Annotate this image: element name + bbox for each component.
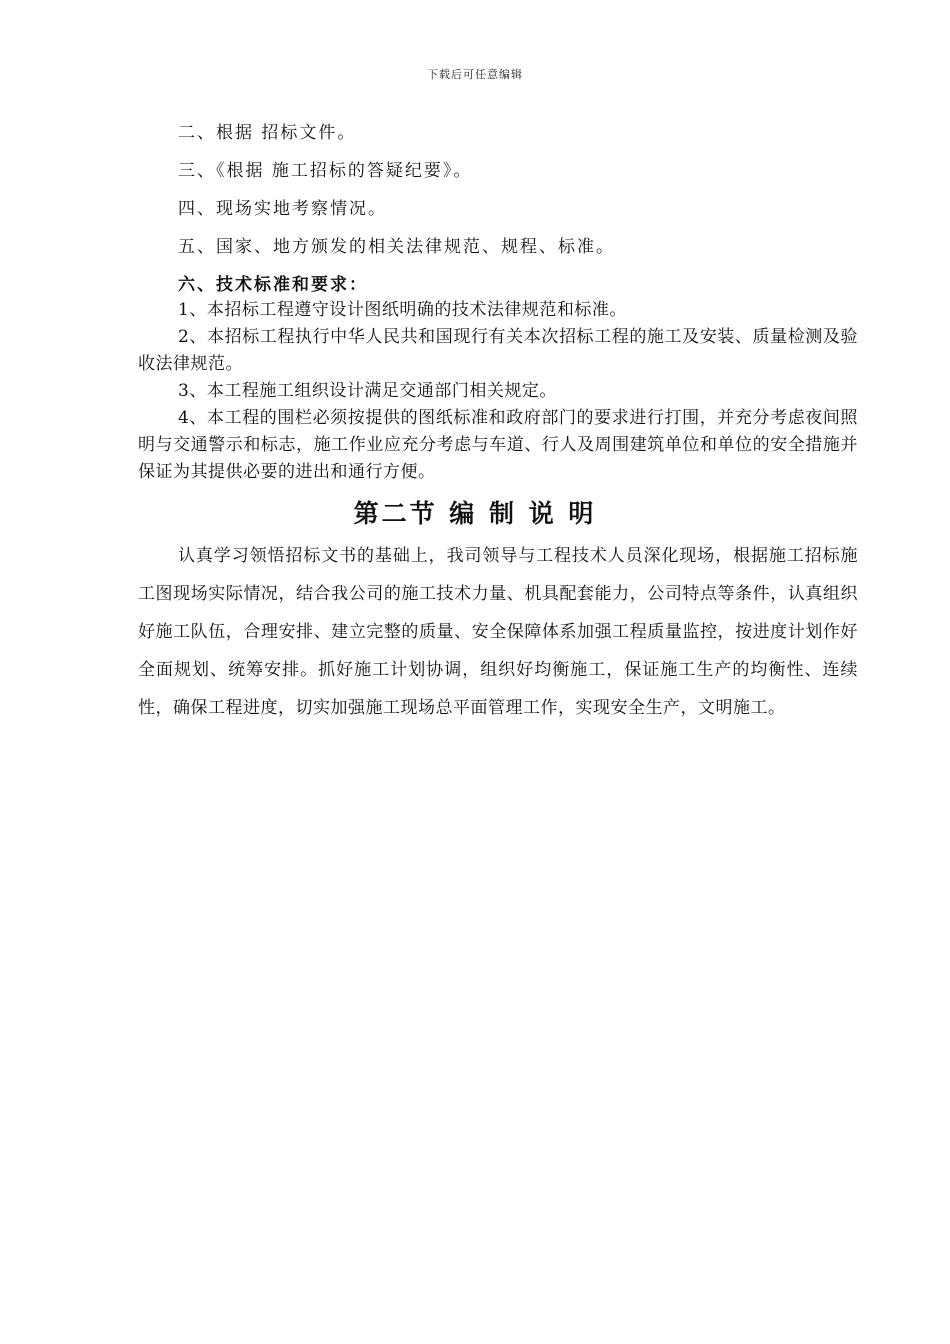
tech-item-2: 2、本招标工程执行中华人民共和国现行有关本次招标工程的施工及安装、质量检测及验收法律规范。 [138,327,858,374]
tech-standards-heading: 六、技术标准和要求： [178,275,368,295]
tech-item-3: 3、本工程施工组织设计满足交通部门相关规定。 [178,381,557,401]
basis-item-3: 三、《根据 施工招标的答疑纪要》。 [178,161,473,181]
tech-item-1: 1、本招标工程遵守设计图纸明确的技术法律规范和标准。 [178,300,627,320]
basis-item-2: 二、根据 招标文件。 [178,123,357,143]
tech-item-4: 4、本工程的围栏必须按提供的图纸标准和政府部门的要求进行打围，并充分考虑夜间照明与交通警示和标志，施工作业应充分考虑与车道、行人及周围建筑单位和单位的安全措施并保证为其提供必要的进出和通行方便。 [138,408,858,482]
section-title: 第二节 编 制 说 明 [353,499,597,528]
page-header: 下载后可任意编辑 [427,68,523,81]
basis-item-4: 四、现场实地考察情况。 [178,199,387,219]
basis-item-5: 五、国家、地方颁发的相关法律规范、规程、标准。 [178,237,615,257]
body-paragraph: 认真学习领悟招标文书的基础上，我司领导与工程技术人员深化现场，根据施工招标施工图现场实际情况，结合我公司的施工技术力量、机具配套能力，公司特点等条件，认真组织好施工队伍，合理安排、建立完整的质量、安全保障体系加强工程质量监控，按进度计划作好全面规划、统筹安排。抓好施工计划协调，组织好均衡施工，保证施工生产的均衡性、连续性，确保工程进度，切实加强施工现场总平面管理工作，实现安全生产，文明施工。 [138,546,858,718]
